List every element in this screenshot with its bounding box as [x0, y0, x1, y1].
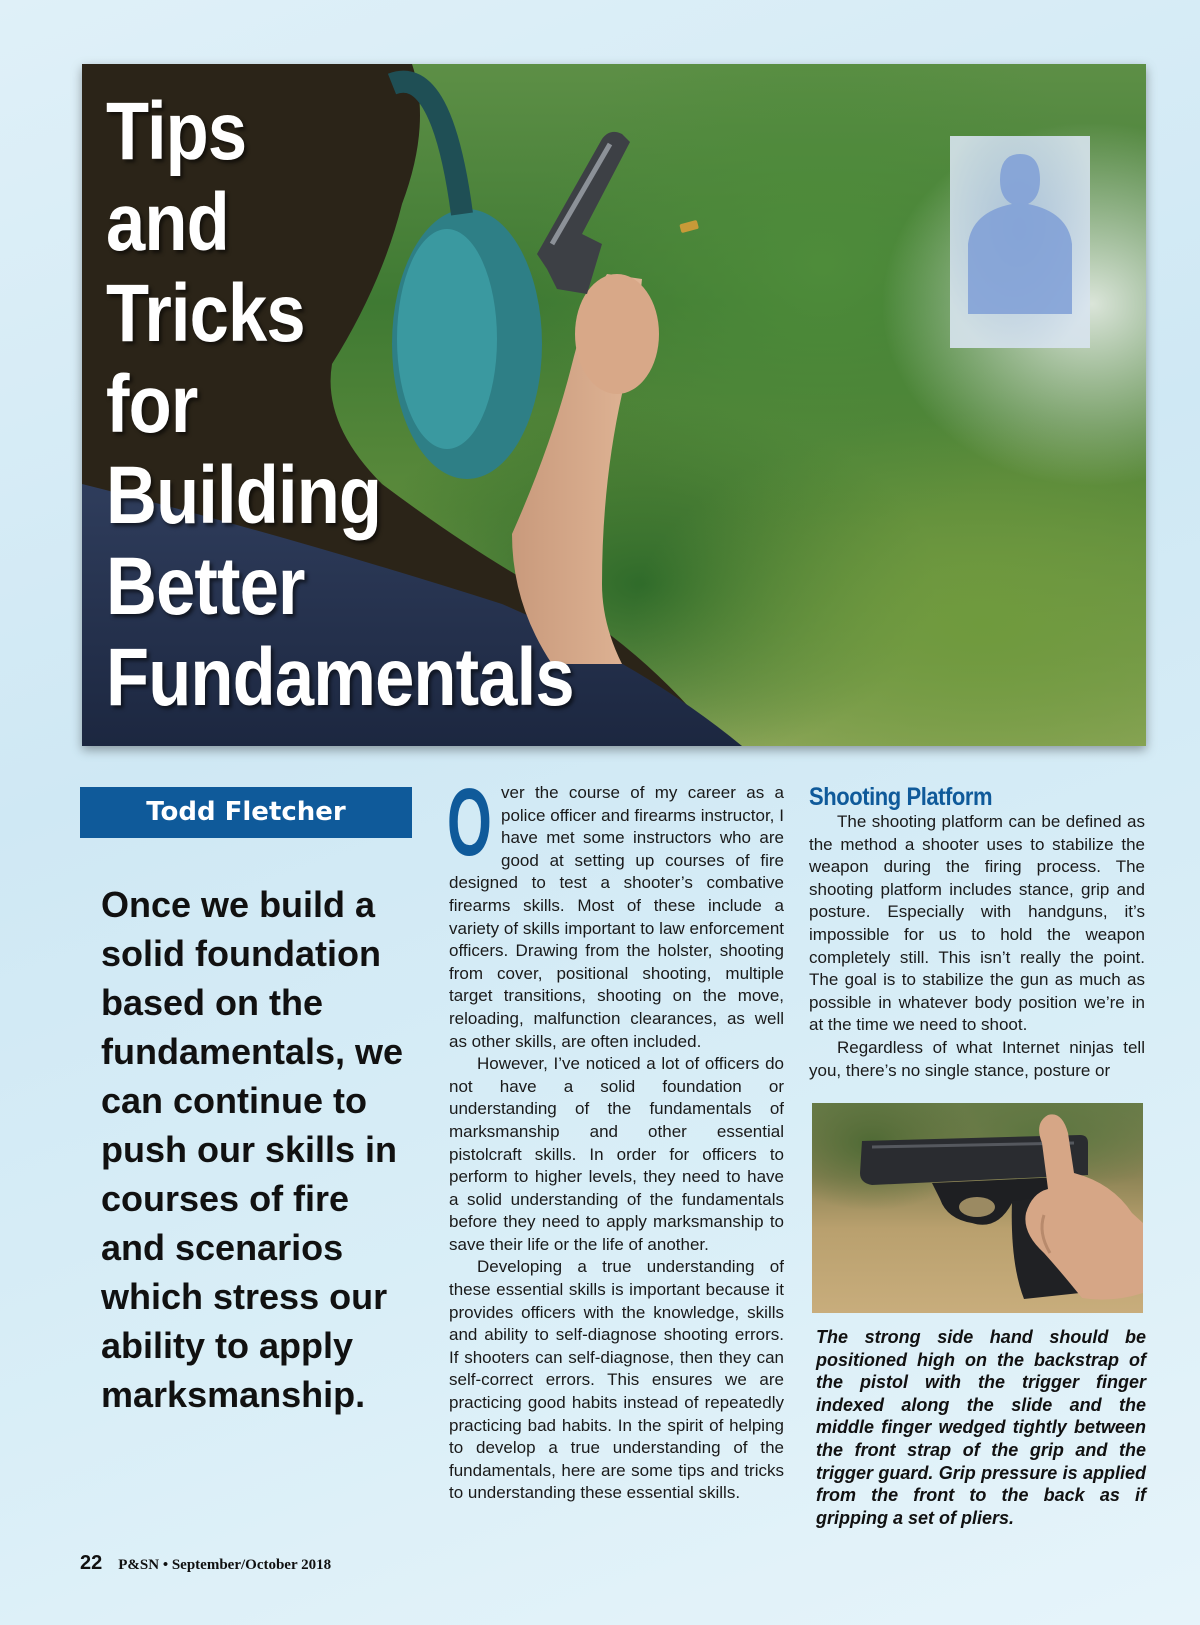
body-column-right: [809, 811, 1145, 1082]
pistol-grip-photo: [812, 1103, 1143, 1313]
article-title: [106, 86, 574, 723]
body-paragraph: Regardless of what Internet ninjas tell you, there’s no single stance, posture or: [809, 1037, 1145, 1080]
body-paragraph: The shooting platform can be defined as the method a shooter uses to stabilize the weapon during the firing process. The shooting platform includes stance, grip and posture. Especially with handguns, it’s impossible for us to hold the weapon completely still. This isn’t really the point. The goal is to stabilize the gun as much as possible in whatever body position we’re in at the time we need to shoot.: [809, 812, 1145, 1035]
body-paragraph: However, I’ve noticed a lot of officers do not have a solid foundation or understanding of the fundamentals of marksmanship and other essential pistolcraft skills. In order for officers to perform to higher levels, they need to have a solid understanding of the fundamentals before they need to apply marksmanship to save their life or the life of another.: [449, 1054, 784, 1254]
title-line: for: [106, 359, 198, 450]
title-line: Tips: [106, 86, 247, 177]
drop-cap: O: [447, 769, 492, 876]
body-paragraph: [447, 769, 784, 1053]
body-paragraph: Developing a true understanding of these essential skills is important because it provides officers with the knowledge, skills and ability to self-diagnose shooting errors. If shooters can self-diagnose, then they can self-correct errors. This ensures we are practicing good habits instead of repeatedly practicing bad habits. In the spirit of helping to develop a true understanding of the fundamentals, here are some tips and tricks to understanding these essential skills.: [449, 1257, 784, 1503]
title-line: and: [106, 177, 229, 268]
title-line: Building: [106, 450, 382, 541]
pull-quote: Once we build a solid foundation based on the fundamentals, we can continue to push our skills in courses of fire and scenarios which stress our ability to apply marksmanship.: [101, 884, 404, 1415]
pistol-illustration: [812, 1103, 1143, 1313]
body-column-middle: [447, 769, 784, 1505]
title-line: Fundamentals: [106, 632, 574, 723]
title-line: Better: [106, 541, 305, 632]
page-number: 22: [80, 1552, 103, 1574]
body-paragraph-text: ver the course of my career as a police officer and firearms instructor, I have met some instructors who are good at setting up courses of fire designed to test a shooter’s combative firearms skills. Most of these include a variety of skills important to law enforcement officers. Drawing from the holster, shooting from cover, positional shooting, multiple target transitions, shooting on the move, reloading, malfunction clearances, as well as other skills, are often included.: [449, 783, 784, 1051]
title-line: Tricks: [106, 268, 305, 359]
publication-info: P&SN • September/October 2018: [118, 1557, 332, 1573]
section-heading: Shooting Platform: [809, 783, 993, 811]
author-byline: Todd Fletcher: [80, 787, 412, 838]
page-footer: [80, 1552, 331, 1575]
hero-photo: [82, 64, 1146, 746]
photo-caption: The strong side hand should be positioned high on the backstrap of the pistol with the trigger finger indexed along the slide and the middle finger wedged tightly between the front strap of the grip and the trigger guard. Grip pressure is applied from the front to the back as if gripping a set of pliers.: [816, 1327, 1146, 1528]
